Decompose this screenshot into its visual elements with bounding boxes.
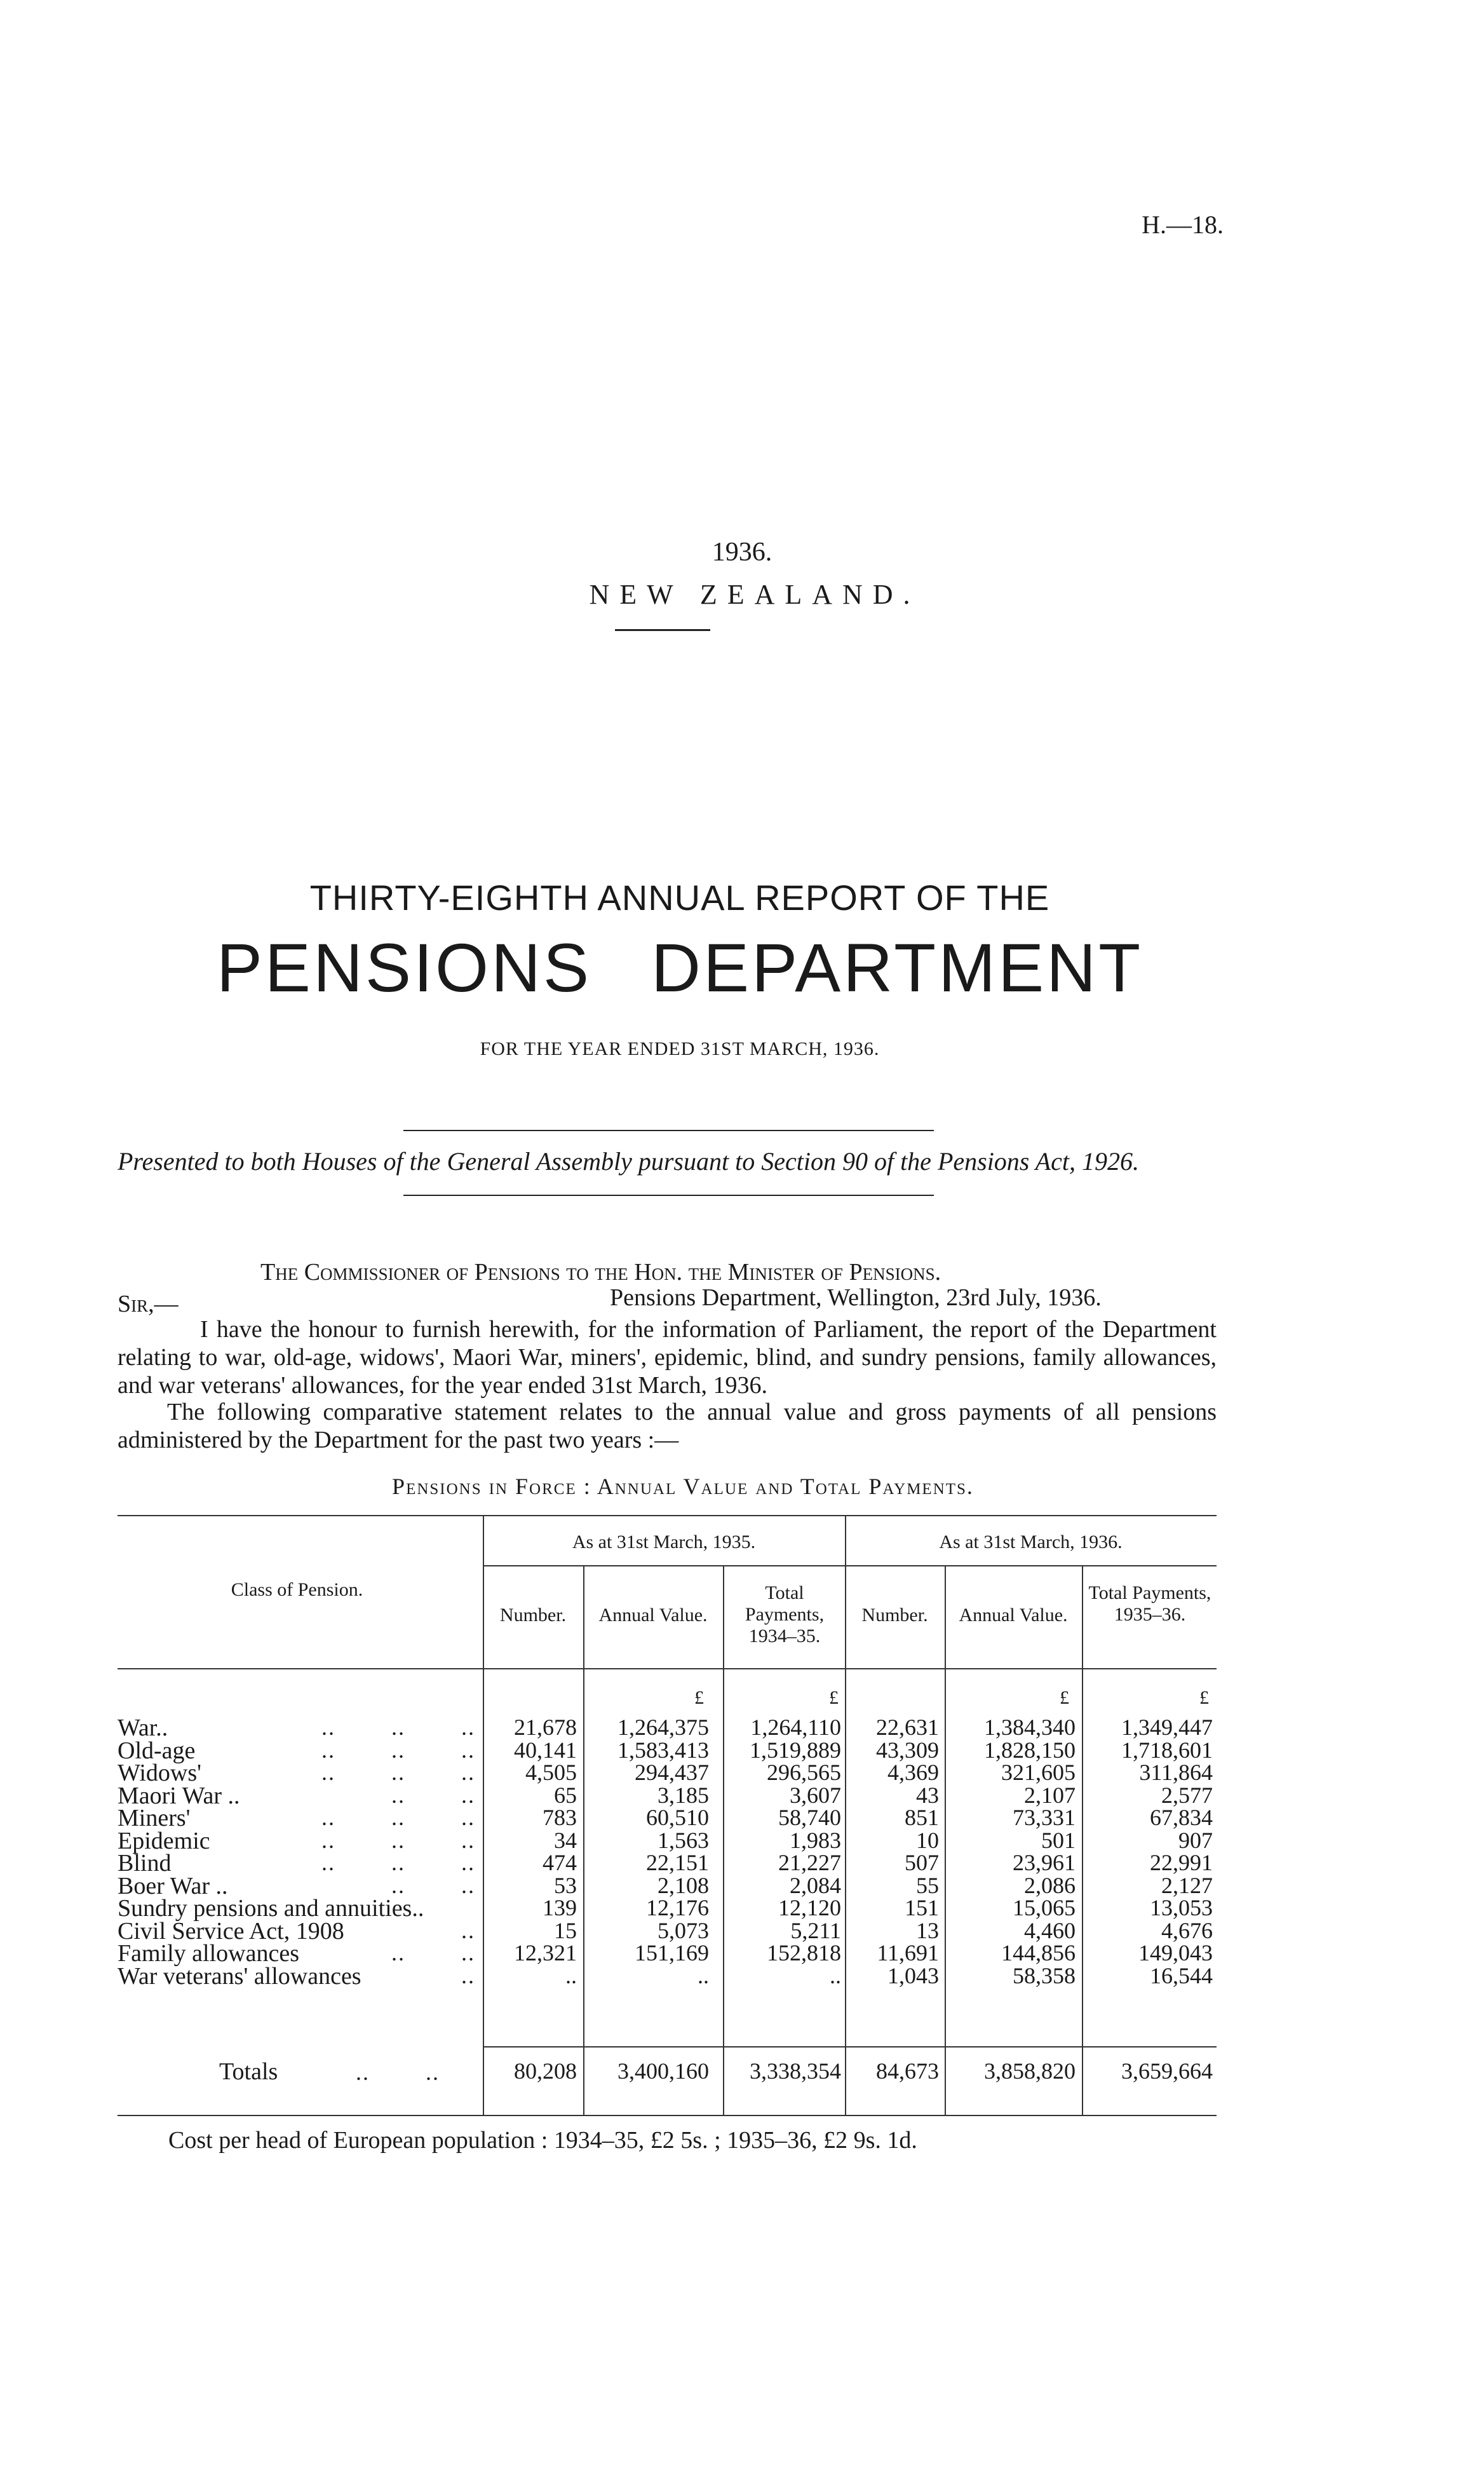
table-cell: 321,605 — [1001, 1760, 1076, 1785]
table-cell: 1,519,889 — [750, 1737, 841, 1763]
currency-symbol: £ — [694, 1687, 704, 1708]
table-cell: .. — [830, 1962, 841, 1988]
table-cell: 152,818 — [767, 1940, 841, 1966]
pension-class-label: Old-age — [118, 1737, 196, 1764]
pension-class-label: Blind — [118, 1850, 172, 1877]
table-cell: 2,108 — [658, 1872, 709, 1898]
table-cell: 21,678 — [514, 1715, 577, 1740]
group-header-1936: As at 31st March, 1936. — [939, 1531, 1123, 1552]
table-cell: 4,505 — [525, 1760, 577, 1785]
table-cell: 43 — [916, 1782, 939, 1808]
table-cell: 16,544 — [1150, 1962, 1213, 1988]
class-of-pension-header: Class of Pension. — [231, 1579, 363, 1600]
total-payments-header-1935: Total Payments, 1934–35. — [745, 1582, 825, 1647]
cost-per-head-note: Cost per head of European population : 1934–35, £2 5s. ; 1935–36, £2 9s. 1d. — [168, 2127, 917, 2154]
number-header-1936: Number. — [861, 1605, 928, 1626]
table-cell: 783 — [543, 1805, 577, 1830]
letter-heading: The Commissioner of Pensions to the Hon. the Minister of Pensions. — [260, 1259, 941, 1286]
page-code: H.—18. — [1142, 210, 1224, 239]
table-cell: 1,718,601 — [1121, 1737, 1213, 1763]
table-cell: 15 — [554, 1917, 577, 1943]
table-cell: 4,460 — [1024, 1917, 1076, 1943]
table-cell: 149,043 — [1138, 1940, 1213, 1966]
table-cell: 13,053 — [1150, 1895, 1213, 1920]
totals-cell: 3,659,664 — [1121, 2058, 1213, 2084]
table-cell: 11,691 — [877, 1940, 939, 1966]
report-year: 1936. — [712, 538, 772, 567]
table-cell: 507 — [905, 1850, 939, 1875]
table-cell: 15,065 — [1013, 1895, 1076, 1920]
table-cell: 2,127 — [1161, 1872, 1213, 1898]
table-cell: 2,107 — [1024, 1782, 1076, 1808]
table-cell: 53 — [554, 1872, 577, 1898]
table-top-rule — [118, 1515, 1217, 1516]
number-header-1935: Number. — [499, 1605, 567, 1626]
header-bottom-rule — [118, 1668, 1217, 1669]
table-cell: 34 — [554, 1827, 577, 1853]
pension-class-label: Sundry pensions and annuities.. — [118, 1895, 424, 1922]
department-title: PENSIONS DEPARTMENT — [216, 929, 1143, 1006]
table-cell: 3,185 — [658, 1782, 709, 1808]
report-title: THIRTY-EIGHTH ANNUAL REPORT OF THE — [309, 878, 1050, 918]
table-cell: 58,740 — [778, 1805, 841, 1830]
pension-class-label: War veterans' allowances — [118, 1962, 361, 1990]
table-cell: .. — [565, 1962, 577, 1988]
dot-leader: .. .. .. — [321, 1715, 475, 1740]
currency-symbol: £ — [1199, 1687, 1209, 1708]
table-cell: 5,211 — [790, 1917, 841, 1943]
dot-leader: .. .. .. — [321, 1850, 475, 1875]
totals-cell: 3,338,354 — [750, 2058, 841, 2084]
table-cell: 311,864 — [1139, 1760, 1213, 1785]
table-cell: 1,828,150 — [984, 1737, 1076, 1763]
salutation: Sir,— — [118, 1291, 179, 1317]
table-cell: 1,563 — [658, 1827, 709, 1853]
dot-leader: .. .. — [391, 1872, 475, 1898]
totals-rule — [483, 2046, 1217, 2047]
table-cell: 1,349,447 — [1121, 1715, 1213, 1740]
table-cell: 23,961 — [1013, 1850, 1076, 1875]
table-cell: 151 — [905, 1895, 939, 1920]
table-cell: 4,369 — [887, 1760, 939, 1785]
table-cell: 13 — [916, 1917, 939, 1943]
table-cell: 474 — [543, 1850, 577, 1875]
table-cell: .. — [698, 1962, 709, 1988]
table-cell: 43,309 — [876, 1737, 939, 1763]
dot-leader: .. — [461, 1917, 475, 1943]
pension-class-label: Epidemic — [118, 1827, 210, 1854]
dot-leader: .. .. .. — [321, 1827, 475, 1853]
table-cell: 55 — [916, 1872, 939, 1898]
dot-leader: .. .. .. — [321, 1737, 475, 1763]
table-cell: 1,384,340 — [984, 1715, 1076, 1740]
group-header-1935: As at 31st March, 1935. — [572, 1531, 756, 1552]
table-cell: 4,676 — [1161, 1917, 1213, 1943]
dot-leader: .. .. .. — [321, 1805, 475, 1830]
table-cell: 907 — [1178, 1827, 1213, 1853]
table-cell: 2,086 — [1024, 1872, 1076, 1898]
place-date: Pensions Department, Wellington, 23rd July, 1936. — [610, 1284, 1102, 1311]
table-cell: 501 — [1041, 1827, 1076, 1853]
pension-class-label: Family allowances — [118, 1940, 299, 1967]
annual-value-header-1936: Annual Value. — [959, 1605, 1068, 1626]
table-cell: 22,991 — [1150, 1850, 1213, 1875]
table-cell: 40,141 — [514, 1737, 577, 1763]
pension-class-label: Civil Service Act, 1908 — [118, 1917, 344, 1945]
table-cell: 12,321 — [514, 1940, 577, 1966]
table-cell: 144,856 — [1001, 1940, 1076, 1966]
table-cell: 22,151 — [646, 1850, 709, 1875]
table-cell: 60,510 — [646, 1805, 709, 1830]
table-cell: 1,264,375 — [617, 1715, 709, 1740]
title-divider — [615, 629, 710, 631]
table-cell: 5,073 — [658, 1917, 709, 1943]
table-cell: 296,565 — [767, 1760, 841, 1785]
table-cell: 139 — [543, 1895, 577, 1920]
pension-class-label: War.. — [118, 1715, 168, 1741]
table-cell: 21,227 — [778, 1850, 841, 1875]
totals-cell: 3,858,820 — [984, 2058, 1076, 2084]
country-name: NEW ZEALAND. — [589, 579, 921, 610]
pension-class-label: Maori War .. — [118, 1782, 240, 1809]
total-payments-header-1936: Total Payments, 1935–36. — [1088, 1582, 1211, 1625]
letter-paragraph-1: I have the honour to furnish herewith, for the information of Parliament, the report of the Department relating to war, old-age, widows', Maori War, miners', epidemic, blind, and sundry pensions, family allowances, and war veterans' allowances, for the year ended 31st March, 1936. — [118, 1316, 1217, 1399]
table-cell: 294,437 — [635, 1760, 709, 1785]
pension-class-label: Widows' — [118, 1760, 201, 1786]
dot-leader: .. .. — [391, 1782, 475, 1808]
pension-class-label: Boer War .. — [118, 1872, 228, 1899]
currency-symbol: £ — [1060, 1687, 1069, 1708]
annual-value-header-1935: Annual Value. — [598, 1605, 708, 1626]
table-cell: 1,043 — [887, 1962, 939, 1988]
table-cell: 1,264,110 — [750, 1715, 841, 1740]
table-bottom-rule — [118, 2115, 1217, 2116]
dot-leader: .. .. — [391, 1940, 475, 1966]
table-cell: 3,607 — [790, 1782, 841, 1808]
table-cell: 67,834 — [1150, 1805, 1213, 1830]
dot-leader: .. — [461, 1962, 475, 1988]
table-cell: 12,176 — [646, 1895, 709, 1920]
table-cell: 22,631 — [876, 1715, 939, 1740]
dot-leader: .. .. .. — [321, 1760, 475, 1785]
table-cell: 12,120 — [778, 1895, 841, 1920]
group-header-rule — [483, 1565, 1217, 1566]
dot-leader: .. .. — [356, 2060, 440, 2085]
table-cell: 851 — [905, 1805, 939, 1830]
table-cell: 1,583,413 — [617, 1737, 709, 1763]
year-ended: FOR THE YEAR ENDED 31ST MARCH, 1936. — [480, 1038, 880, 1059]
table-cell: 10 — [916, 1827, 939, 1853]
pension-class-label: Miners' — [118, 1805, 191, 1831]
presentation-note: Presented to both Houses of the General Assembly pursuant to Section 90 of the Pensions Act, 1926. — [118, 1147, 1139, 1176]
totals-cell: 3,400,160 — [617, 2058, 709, 2084]
currency-symbol: £ — [829, 1687, 839, 1708]
totals-cell: 84,673 — [876, 2058, 939, 2084]
table-cell: 65 — [554, 1782, 577, 1808]
totals-cell: 80,208 — [514, 2058, 577, 2084]
letter-paragraph-2: The following comparative statement relates to the annual value and gross payments of all pensions administered by the Department for the past two years :— — [118, 1399, 1217, 1453]
table-cell: 2,577 — [1161, 1782, 1213, 1808]
totals-label: Totals — [219, 2058, 278, 2085]
table-cell: 58,358 — [1013, 1962, 1076, 1988]
table-cell: 73,331 — [1013, 1805, 1076, 1830]
upper-rule — [403, 1130, 934, 1131]
lower-rule — [403, 1195, 934, 1196]
table-cell: 151,169 — [635, 1940, 709, 1966]
table-title: Pensions in Force : Annual Value and Total Payments. — [392, 1474, 974, 1499]
table-cell: 1,983 — [790, 1827, 841, 1853]
table-cell: 2,084 — [790, 1872, 841, 1898]
